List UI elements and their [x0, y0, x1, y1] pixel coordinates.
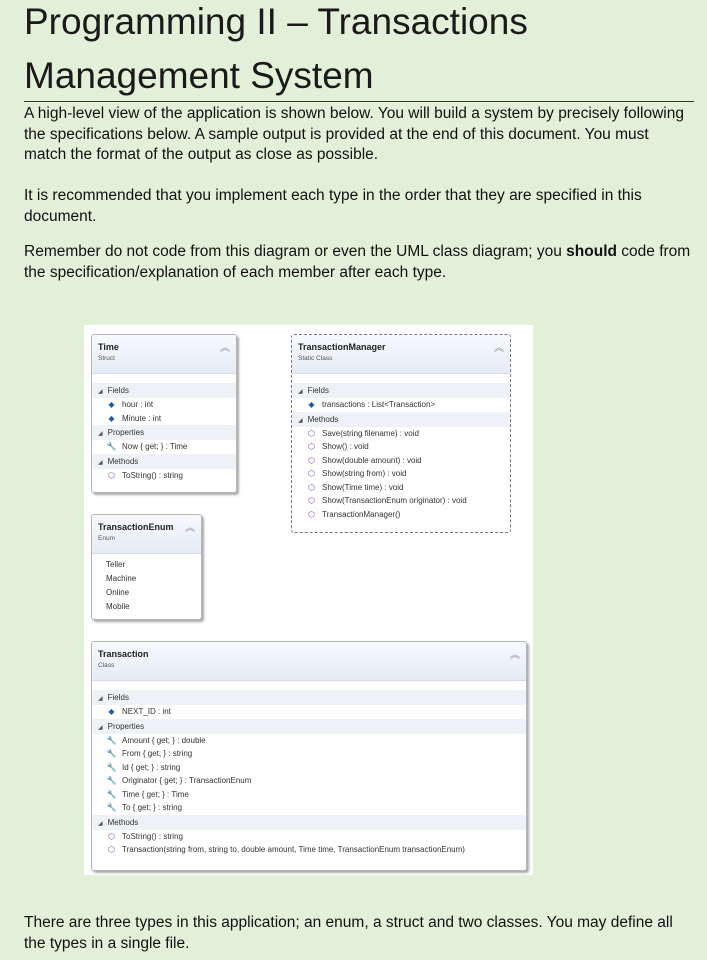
wrench-icon: 🔧 [106, 789, 117, 799]
field-row: ◆ hour : int [92, 398, 236, 412]
static-method-icon: ⬡ [308, 509, 315, 519]
fields-section-header[interactable]: ◢ Fields [92, 383, 236, 398]
method-icon: ⬡ [108, 470, 115, 480]
properties-section-header[interactable]: ◢ Properties [92, 425, 236, 440]
triangle-icon: ◢ [298, 417, 303, 424]
field-icon: ◆ [108, 400, 115, 409]
property-row: 🔧 To { get; } : string [92, 801, 526, 815]
enum-header [92, 515, 201, 554]
doc-title-line2: Management System [24, 55, 374, 96]
method-row: ⬡ TransactionManager() [292, 508, 510, 522]
method-row: ⬡ Save(string filename) : void [292, 427, 510, 441]
property-row: 🔧 Originator { get; } : TransactionEnum [92, 774, 526, 788]
triangle-icon: ◢ [98, 724, 103, 731]
time-header [92, 335, 236, 374]
method-row: ⬡ ToString() : string [92, 469, 236, 483]
property-row: 🔧 Time { get; } : Time [92, 788, 526, 802]
wrench-icon: 🔧 [106, 442, 117, 451]
field-row: ◆ NEXT_ID : int [92, 705, 526, 719]
static-field-icon: ◆ [308, 400, 315, 409]
wrench-icon: 🔧 [106, 776, 117, 785]
triangle-icon: ◢ [98, 696, 103, 702]
method-row: ⬡ ToString() : string [92, 830, 526, 844]
title-underline [24, 101, 694, 102]
collapse-icon[interactable]: ︽ [220, 343, 230, 354]
collapse-icon[interactable]: ︽ [510, 650, 520, 661]
manager-header [292, 335, 510, 374]
method-row: ⬡ Show() : void [292, 440, 510, 454]
reminder-bold-word: should [566, 243, 617, 260]
properties-section-header[interactable]: ◢ Properties [92, 719, 526, 734]
static-field-icon: ◆ [108, 707, 115, 716]
method-row: ⬡ Show(double amount) : void [292, 454, 510, 468]
wrench-icon: 🔧 [106, 735, 117, 745]
transaction-header [92, 642, 526, 681]
property-row: 🔧 From { get; } : string [92, 747, 526, 761]
enum-value: Mobile [106, 602, 130, 611]
transaction-class-box [91, 641, 527, 871]
method-icon: ⬡ [108, 831, 115, 841]
class-diagram [84, 325, 533, 875]
time-struct-box [91, 334, 237, 493]
manager-name: TransactionManager [298, 342, 386, 352]
manager-kind: Static Class [298, 355, 333, 362]
methods-section-header[interactable]: ◢ Methods [292, 412, 510, 427]
methods-section-header[interactable]: ◢ Methods [92, 815, 526, 830]
enum-kind: Enum [98, 535, 115, 542]
fields-section-header[interactable]: ◢ Fields [292, 383, 510, 398]
triangle-icon: ◢ [98, 431, 103, 437]
time-kind: Struct [98, 355, 115, 362]
enum-value: Online [106, 588, 130, 597]
wrench-icon: 🔧 [106, 803, 117, 812]
types-paragraph: There are three types in this application; an enum, a struct and two classes. You may define all the types in a single file. [24, 914, 673, 952]
property-row: 🔧 Now { get; } : Time [92, 440, 236, 454]
method-icon: ⬡ [308, 442, 315, 451]
wrench-icon: 🔧 [106, 762, 117, 772]
method-icon: ⬡ [308, 482, 315, 492]
triangle-icon: ◢ [98, 459, 103, 466]
transaction-name: Transaction [98, 649, 149, 659]
fields-section-header[interactable]: ◢ Fields [92, 690, 526, 705]
enum-value: Teller [106, 560, 126, 569]
reminder-text-after: code from the specification/explanation of each member after each type. [24, 243, 691, 281]
doc-title-line1: Programming II – Transactions [24, 1, 528, 42]
recommendation-paragraph: It is recommended that you implement each type in the order that they are specified in this document. [24, 187, 642, 225]
method-icon: ⬡ [108, 845, 115, 854]
property-row: 🔧 Id { get; } : string [92, 761, 526, 775]
field-row: ◆ Minute : int [92, 412, 236, 426]
triangle-icon: ◢ [298, 389, 303, 395]
methods-section-header[interactable]: ◢ Methods [92, 454, 236, 469]
transaction-manager-box [291, 334, 511, 533]
method-icon: ⬡ [308, 496, 315, 505]
field-icon: ◆ [108, 413, 115, 423]
reminder-paragraph [24, 242, 694, 283]
method-row: ⬡ Show(string from) : void [292, 467, 510, 481]
collapse-icon[interactable]: ︽ [494, 343, 504, 354]
property-row: 🔧 Amount { get; } : double [92, 734, 526, 748]
method-row: ⬡ Transaction(string from, string to, double amount, Time time, TransactionEnum transactionEnum) [92, 843, 526, 857]
reminder-text-before: Remember do not code from this diagram or even the UML class diagram; you [24, 243, 567, 260]
wrench-icon: 🔧 [106, 749, 117, 758]
time-name: Time [98, 342, 119, 352]
triangle-icon: ◢ [98, 820, 103, 827]
method-icon: ⬡ [308, 469, 315, 478]
method-icon: ⬡ [308, 428, 315, 438]
transaction-kind: Class [98, 662, 115, 669]
enum-value: Machine [106, 574, 137, 583]
method-row: ⬡ Show(TransactionEnum originator) : void [292, 494, 510, 508]
method-icon: ⬡ [308, 455, 315, 465]
enum-name: TransactionEnum [98, 522, 174, 532]
field-row: ◆ transactions : List<Transaction> [292, 398, 510, 412]
collapse-icon[interactable]: ︽ [185, 523, 195, 534]
transaction-enum-box [91, 514, 202, 620]
triangle-icon: ◢ [98, 389, 103, 395]
intro-paragraph: A high-level view of the application is shown below. You will build a system by precisely following the specifications below. A sample output is provided at the end of this document. You must match the format of the output as close as possible. [24, 105, 684, 163]
method-row: ⬡ Show(Time time) : void [292, 481, 510, 495]
